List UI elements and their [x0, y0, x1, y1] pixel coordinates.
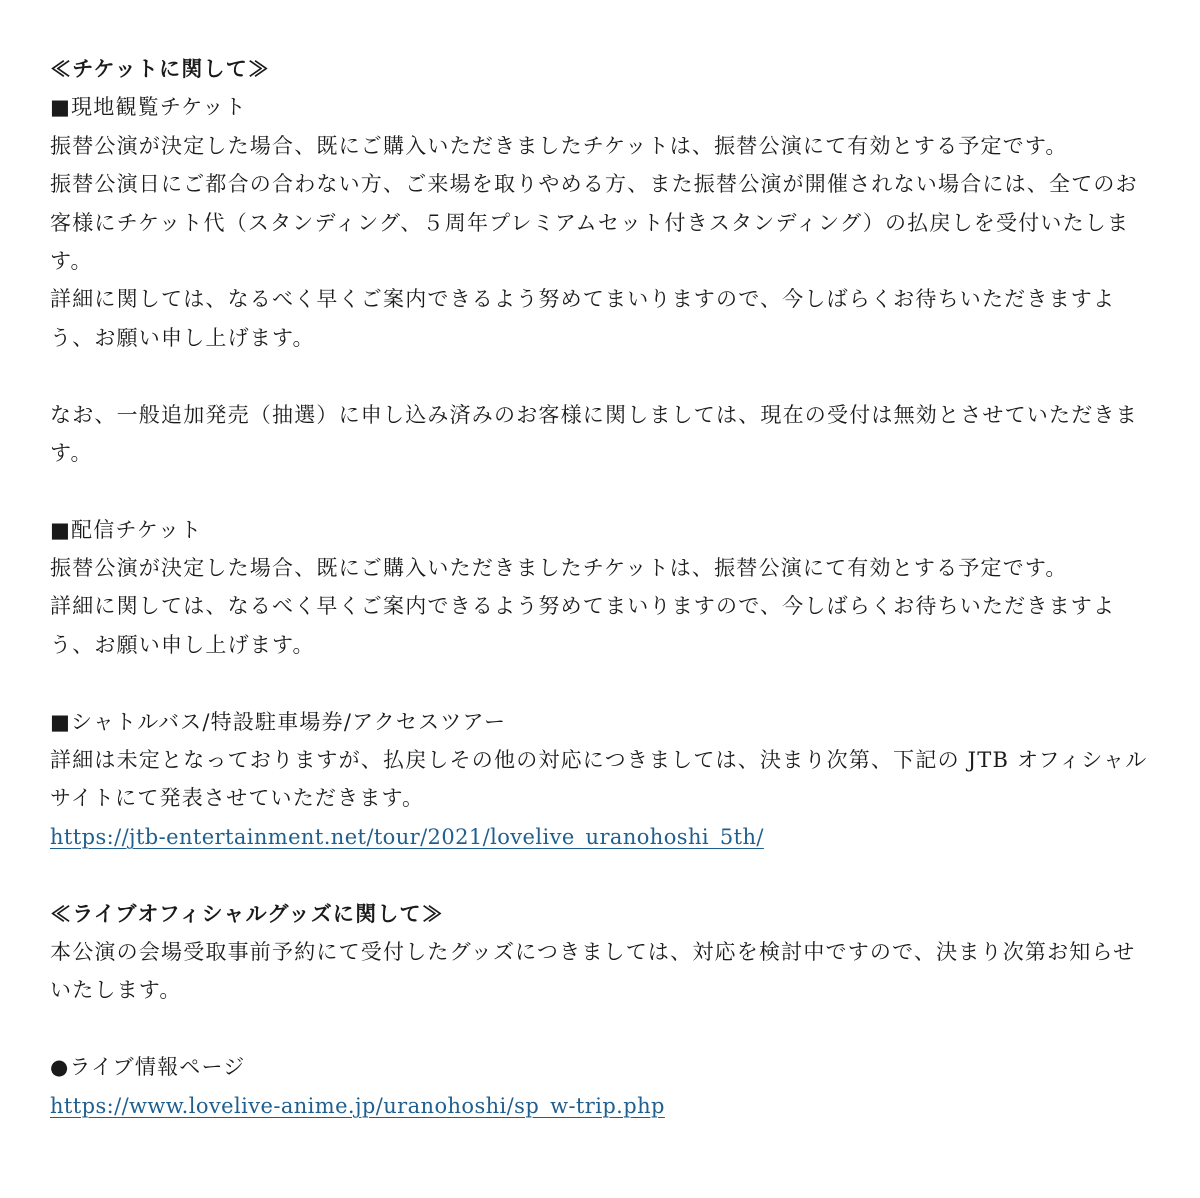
streaming-ticket-title: ■配信チケット — [50, 517, 203, 542]
paragraph-line: なお、一般追加発売（抽選）に申し込み済みのお客様に関しましては、現在の受付は無効とさせていただきま — [50, 402, 1138, 427]
paragraph-line: 詳細に関しては、なるべく早くご案内できるよう努めてまいりますので、今しばらくお待ちいただきますよ — [50, 287, 1116, 312]
jtb-tour-link[interactable]: https://jtb-entertainment.net/tour/2021/lovelive_uranohoshi_5th/ — [50, 824, 764, 849]
spacer — [50, 664, 1150, 702]
spacer — [50, 357, 1150, 395]
paragraph-line: 客様にチケット代（スタンディング、５周年プレミアムセット付きスタンディング）の払戻しを受付いたしま — [50, 210, 1130, 235]
ticket-section-heading: ≪チケットに関して≫ — [50, 56, 271, 81]
paragraph-line: す。 — [50, 248, 93, 273]
paragraph-line: う、お願い申し上げます。 — [50, 325, 315, 350]
spacer — [50, 1010, 1150, 1048]
paragraph-line: いたします。 — [50, 978, 182, 1003]
onsite-ticket-title: ■現地観覧チケット — [50, 95, 247, 120]
paragraph-line: 詳細は未定となっておりますが、払戻しその他の対応につきましては、決まり次第、下記の JTB オフィシャル — [50, 748, 1148, 773]
live-info-title: ●ライブ情報ページ — [50, 1055, 246, 1080]
spacer — [50, 856, 1150, 894]
paragraph-line: 本公演の会場受取事前予約にて受付したグッズにつきましては、対応を検討中ですので、決まり次第お知らせ — [50, 939, 1136, 964]
paragraph-line: 振替公演が決定した場合、既にご購入いただきましたチケットは、振替公演にて有効とする予定です。 — [50, 556, 1068, 581]
spacer — [50, 472, 1150, 510]
paragraph-line: す。 — [50, 440, 93, 465]
live-info-link[interactable]: https://www.lovelive-anime.jp/uranohoshi/sp_w-trip.php — [50, 1093, 665, 1118]
paragraph-line: 振替公演が決定した場合、既にご購入いただきましたチケットは、振替公演にて有効とする予定です。 — [50, 133, 1068, 158]
paragraph-line: 振替公演日にご都合の合わない方、ご来場を取りやめる方、また振替公演が開催されない場合には、全てのお — [50, 172, 1138, 197]
paragraph-line: う、お願い申し上げます。 — [50, 632, 315, 657]
goods-section-heading: ≪ライブオフィシャルグッズに関して≫ — [50, 900, 444, 926]
paragraph-line: 詳細に関しては、なるべく早くご案内できるよう努めてまいりますので、今しばらくお待ちいただきますよ — [50, 594, 1116, 619]
paragraph-line: サイトにて発表させていただきます。 — [50, 786, 425, 811]
shuttle-title: ■シャトルバス/特設駐車場券/アクセスツアー — [50, 709, 507, 734]
